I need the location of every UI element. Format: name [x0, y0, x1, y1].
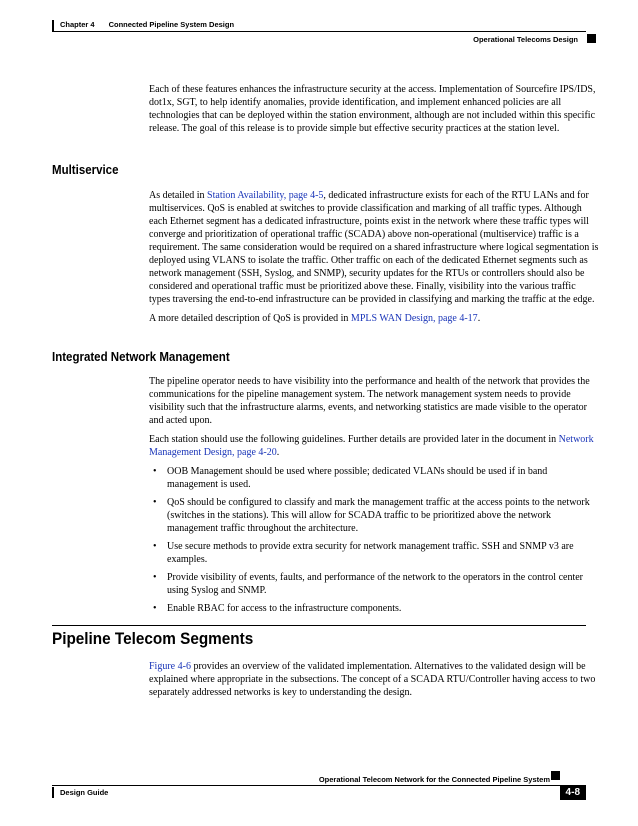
- inm-heading: Integrated Network Management: [52, 350, 230, 364]
- header-chapter: [60, 20, 234, 29]
- multiservice-paragraph-2: [149, 312, 599, 325]
- figure-4-6-link[interactable]: Figure 4-6: [149, 661, 191, 672]
- chapter-label: Chapter 4: [60, 20, 95, 29]
- text-span: .: [276, 447, 280, 458]
- list-item: • OOB Management should be used where possible; dedicated VLANs should be used if in band management is used.: [149, 465, 599, 491]
- list-item: • Use secure methods to provide extra security for network management traffic. SSH and SNMP v3 are examples.: [149, 540, 599, 566]
- text-span: A more detailed description of QoS is provided in: [149, 313, 351, 324]
- page-number: 4-8: [560, 786, 586, 800]
- multiservice-paragraph-1: [149, 189, 599, 306]
- footer-doc-title: Operational Telecom Network for the Connected Pipeline System: [318, 775, 550, 784]
- guidelines-list: [149, 465, 599, 615]
- network-management-design-link[interactable]: Network Management Design, page 4-20: [149, 434, 594, 458]
- segments-paragraph: [149, 660, 599, 699]
- text-span: , dedicated infrastructure exists for each of the RTU LANs and for multiservices. QoS is enabled at switches to provide classification and marking of all traffic types. Although each Ethernet segment has a dedicated infrastructure, points exist in the network where these traffic types will converge and prioritization of operational traffic (SCADA) above non-operational (multiservice) traffic is a requirement. The same consideration would be required on a shared infrastructure where logical segmentation is deployed using VLANS to isolate the traffic. Other traffic on each of the dedicated Ethernet segments such as network management (SSH, Syslog, and SNMP), security updates for the RTUs or controllers should also be considered and operational traffic must be prioritized above these. Finally, visibility into the various traffic types traversing the end-to-end infrastructure can be provided in classifying and marking the traffic at the edge.: [149, 190, 599, 305]
- text-span: .: [477, 313, 481, 324]
- segments-heading: Pipeline Telecom Segments: [52, 629, 254, 648]
- inm-paragraph-2: [149, 433, 599, 459]
- text-span: Each station should use the following guidelines. Further details are provided later in the document in: [149, 434, 559, 445]
- multiservice-block: [149, 189, 599, 331]
- multiservice-heading: Multiservice: [52, 163, 119, 177]
- footer-rule: [52, 785, 586, 786]
- intro-paragraph: Each of these features enhances the infrastructure security at the access. Implementation of Sourcefire IPS/IDS, dot1x, SGT, to help identify anomalies, provide identification, and implement enhanced policies are all technologies that can be deployed within the station environment, although are not included within this specific release. The goal of this release is to provide simple but effective security practices at the station level.: [149, 84, 596, 134]
- mpls-wan-design-link[interactable]: MPLS WAN Design, page 4-17: [350, 313, 478, 324]
- footer-square: [551, 771, 560, 780]
- text-span: provides an overview of the validated implementation. Alternatives to the validated design will be explained where appropriate in the subsections. The concept of a SCADA RTU/Controller having access to two separately addressed networks is key to understanding the design.: [149, 661, 596, 698]
- section-rule: [52, 625, 586, 626]
- header-bar-left: [52, 20, 54, 31]
- list-item: • QoS should be configured to classify and mark the management traffic at the access points to the network (switches in the stations). This will allow for SCADA traffic to be prioritized above the network management traffic throughout the architecture.: [149, 496, 599, 535]
- chapter-title: Connected Pipeline System Design: [108, 20, 235, 29]
- header-section-title: Operational Telecoms Design: [473, 35, 578, 44]
- list-item: • Enable RBAC for access to the infrastructure components.: [149, 602, 599, 615]
- intro-block: [149, 83, 599, 141]
- segments-block: [149, 660, 599, 705]
- footer-guide-label: Design Guide: [60, 788, 109, 797]
- inm-block: [149, 375, 599, 620]
- footer-bar-left: [52, 787, 54, 798]
- station-availability-link[interactable]: Station Availability, page 4-5: [207, 190, 324, 201]
- header-rule: [52, 31, 586, 32]
- header-square: [587, 34, 596, 43]
- inm-paragraph-1: The pipeline operator needs to have visibility into the performance and health of the network that provides the communications for the pipeline management system. The network management system needs to provide visibility such that the infrastructure alarms, events, and networking statistics are made visible to the operator and acted upon.: [149, 376, 590, 426]
- list-item: • Provide visibility of events, faults, and performance of the network to the operators in the control center using Syslog and SNMP.: [149, 571, 599, 597]
- text-span: As detailed in: [149, 190, 208, 201]
